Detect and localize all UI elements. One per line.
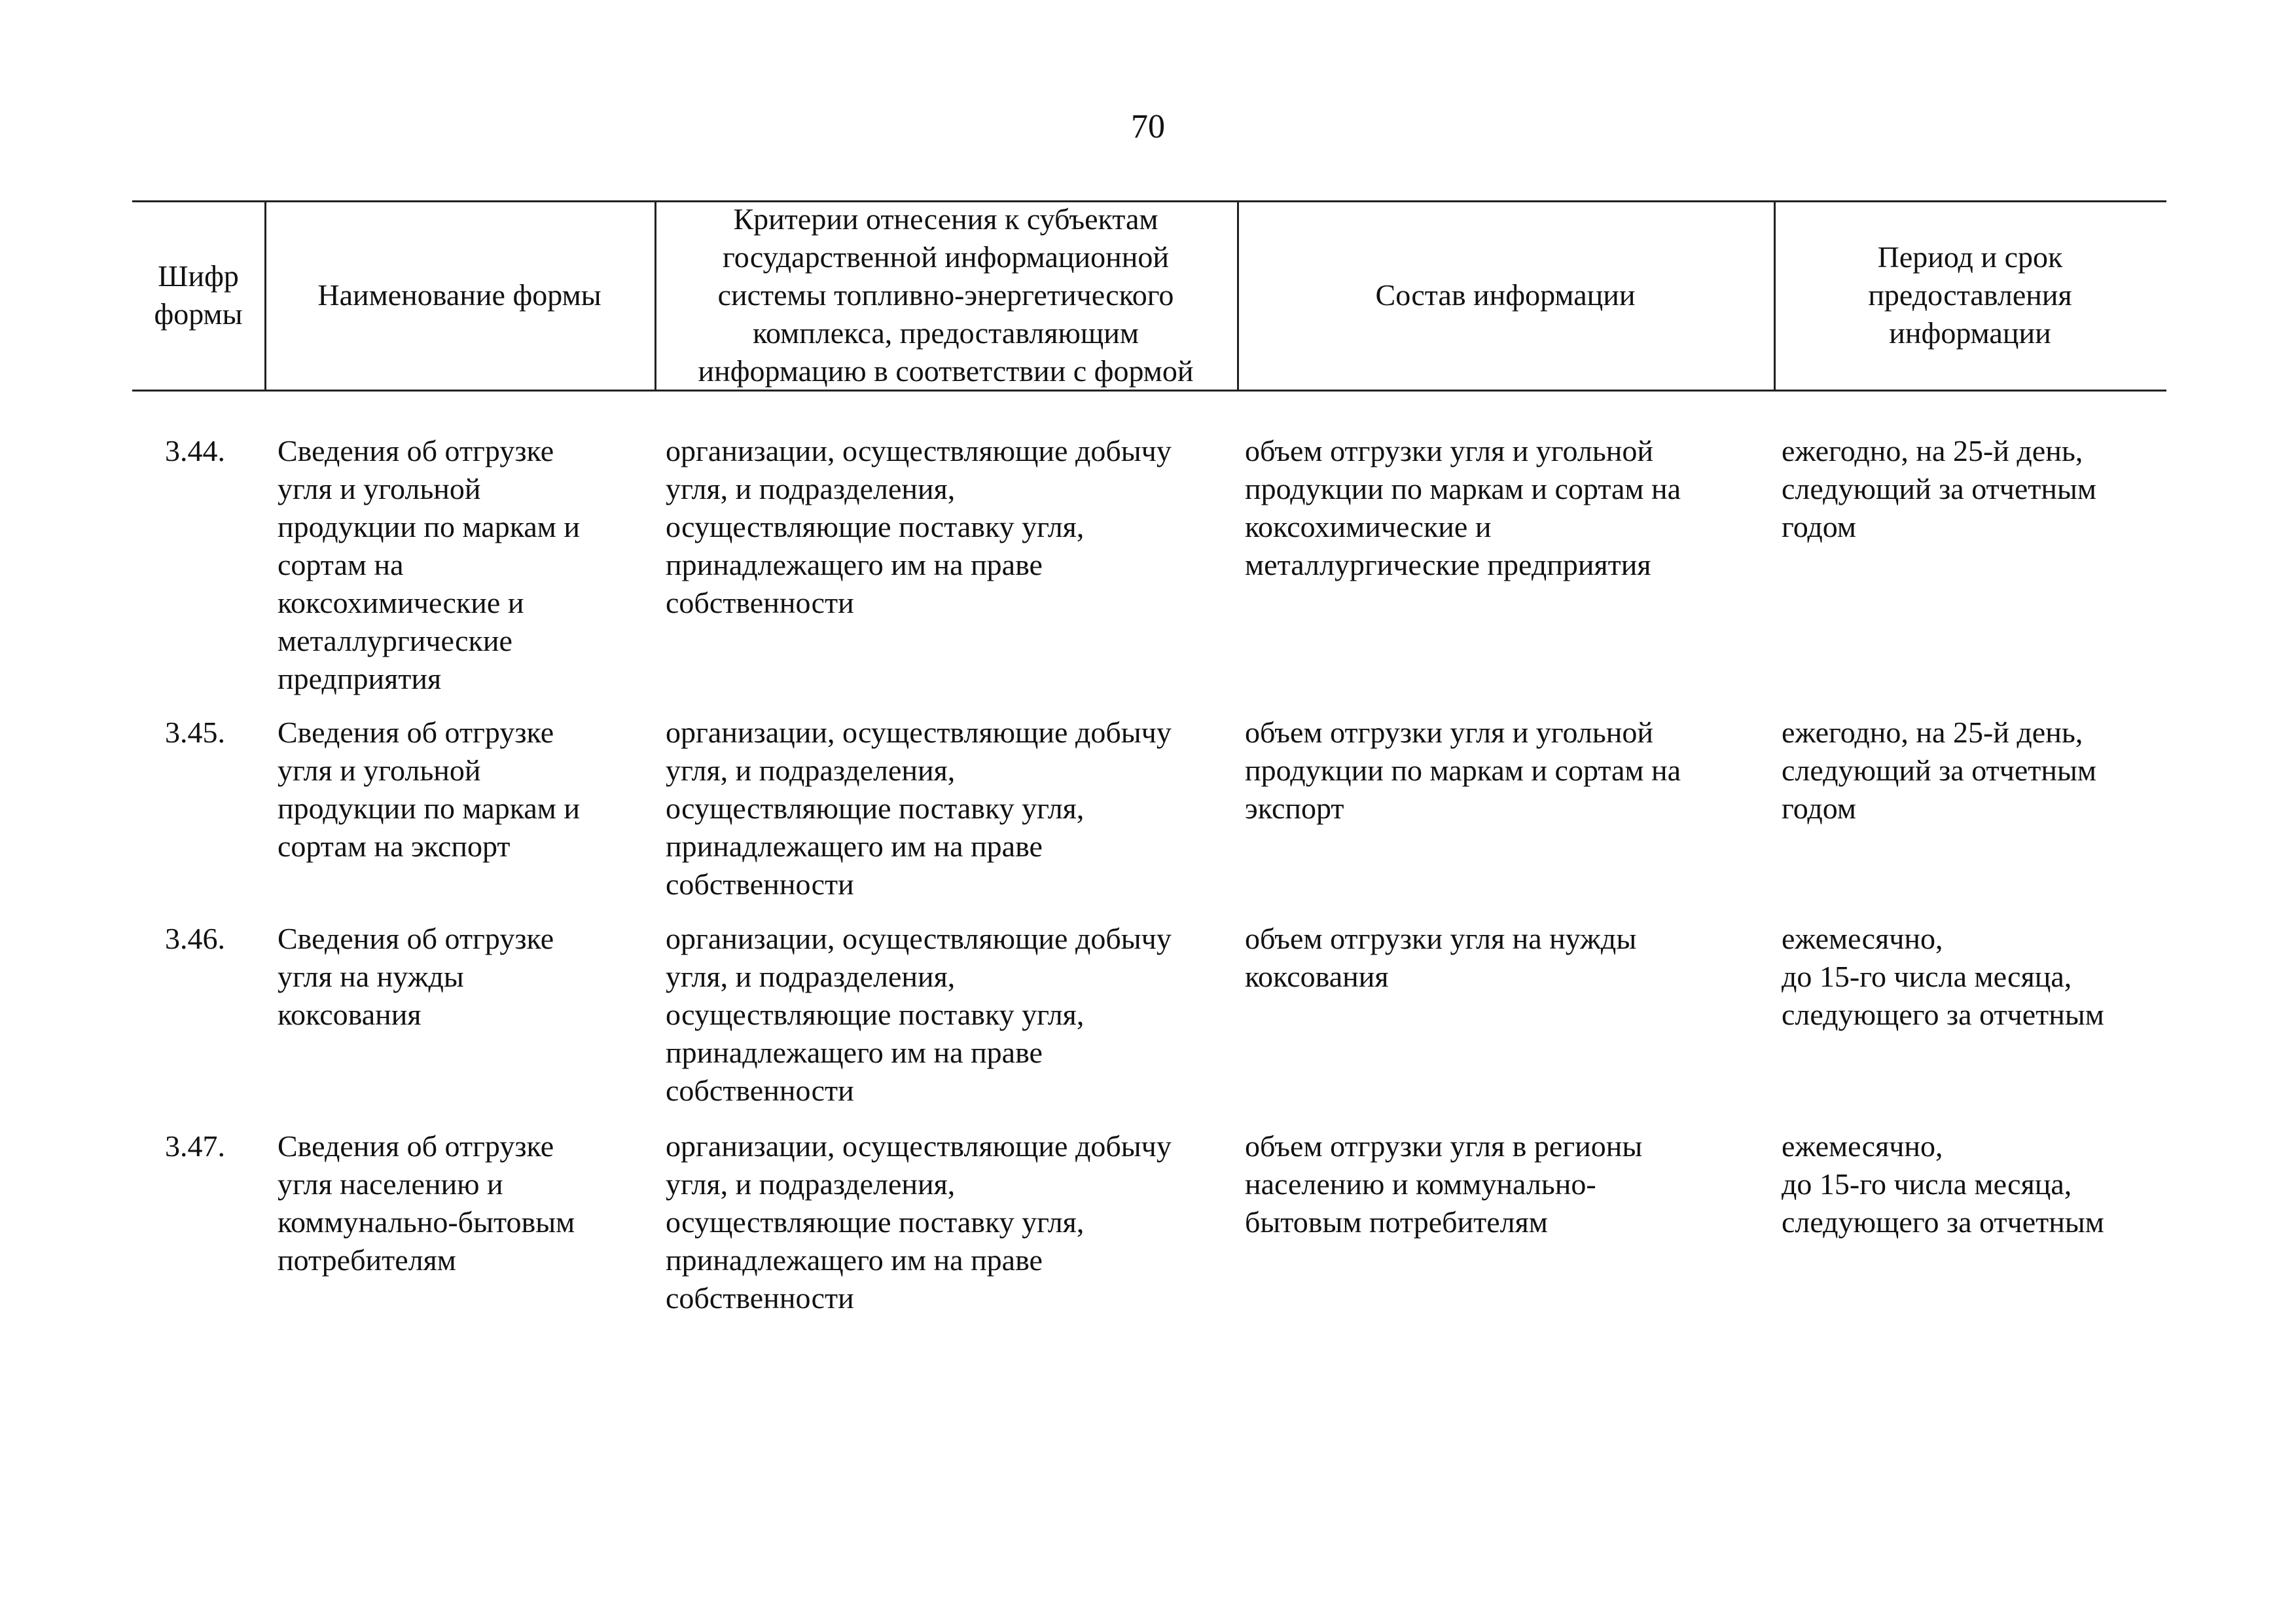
row-composition: объем отгрузки угля в регионы населению и коммунально- бытовым потребителям <box>1245 1129 1643 1239</box>
header-form-code <box>132 200 264 390</box>
row-code: 3.44. <box>165 434 225 467</box>
row-code: 3.47. <box>165 1129 225 1163</box>
header-form-code-text: Шифр формы <box>154 259 243 331</box>
header-period-text: Период и срок предоставления информации <box>1868 240 2072 350</box>
header-composition-text: Состав информации <box>1375 278 1636 312</box>
row-period: ежемесячно, до 15-го числа месяца, следующего за отчетным <box>1782 922 2104 1031</box>
header-composition <box>1237 200 1774 390</box>
row-composition: объем отгрузки угля и угольной продукции по маркам и сортам на экспорт <box>1245 716 1681 825</box>
row-form-name: Сведения об отгрузке угля на нужды коксования <box>278 922 554 1031</box>
row-period: ежемесячно, до 15-го числа месяца, следующего за отчетным <box>1782 1129 2104 1239</box>
row-criteria: организации, осуществляющие добычу угля, и подразделения, осуществляющие поставку угля, принадлежащего им на праве собственности <box>666 1129 1172 1315</box>
row-period: ежегодно, на 25-й день, следующий за отчетным годом <box>1782 434 2096 543</box>
row-period: ежегодно, на 25-й день, следующий за отчетным годом <box>1782 716 2096 825</box>
header-form-name <box>264 200 655 390</box>
page-number: 70 <box>1131 108 1165 145</box>
row-composition: объем отгрузки угля и угольной продукции по маркам и сортам на коксохимические и металлургические предприятия <box>1245 434 1681 581</box>
row-code: 3.46. <box>165 922 225 955</box>
row-form-name: Сведения об отгрузке угля населению и коммунально-бытовым потребителям <box>278 1129 575 1277</box>
row-form-name: Сведения об отгрузке угля и угольной продукции по маркам и сортам на коксохимические и металлургические предприятия <box>278 434 581 695</box>
row-code: 3.45. <box>165 716 225 749</box>
header-form-name-text: Наименование формы <box>317 278 601 312</box>
header-criteria <box>655 200 1237 390</box>
row-criteria: организации, осуществляющие добычу угля, и подразделения, осуществляющие поставку угля, принадлежащего им на праве собственности <box>666 434 1172 619</box>
header-period <box>1774 200 2166 390</box>
row-composition: объем отгрузки угля на нужды коксования <box>1245 922 1637 993</box>
row-criteria: организации, осуществляющие добычу угля, и подразделения, осуществляющие поставку угля, принадлежащего им на праве собственности <box>666 716 1172 901</box>
header-criteria-text: Критерии отнесения к субъектам государственной информационной системы топливно-энергетического комплекса, предоставляющим информацию в соответствии с формой <box>698 202 1194 388</box>
row-form-name: Сведения об отгрузке угля и угольной продукции по маркам и сортам на экспорт <box>278 716 581 863</box>
row-criteria: организации, осуществляющие добычу угля, и подразделения, осуществляющие поставку угля, принадлежащего им на праве собственности <box>666 922 1172 1107</box>
